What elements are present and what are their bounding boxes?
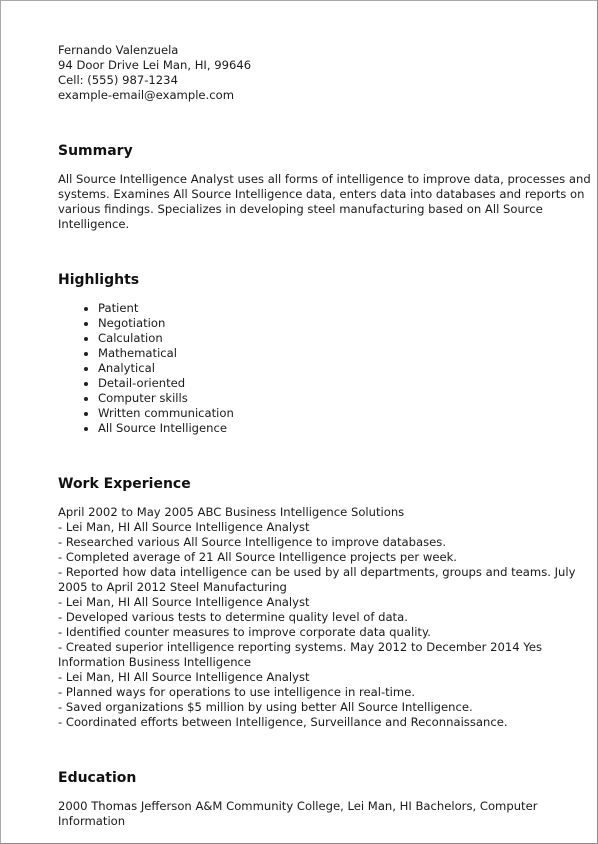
work-line: - Saved organizations $5 million by using better All Source Intelligence. (58, 700, 473, 714)
work-experience-section (58, 476, 593, 730)
work-line: - Completed average of 21 All Source Intelligence projects per week. (58, 550, 457, 564)
highlights-list (58, 301, 593, 436)
contact-address: 94 Door Drive Lei Man, HI, 99646 (58, 58, 252, 72)
highlight-item: Negotiation (98, 316, 593, 331)
highlight-item: Calculation (98, 331, 593, 346)
work-line: - Reported how data intelligence can be used by all departments, groups and teams. July 2005 to April 2012 Steel Manufacturing (58, 565, 576, 594)
highlight-item: Detail-oriented (98, 376, 593, 391)
education-text: 2000 Thomas Jefferson A&M Community College, Lei Man, HI Bachelors, Computer Information (58, 799, 538, 828)
highlight-item: Computer skills (98, 391, 593, 406)
work-line: - Coordinated efforts between Intelligence, Surveillance and Reconnaissance. (58, 715, 508, 729)
summary-heading: Summary (58, 143, 133, 159)
work-experience-heading: Work Experience (58, 476, 191, 492)
summary-section (58, 143, 593, 232)
work-line: - Lei Man, HI All Source Intelligence Analyst (58, 520, 310, 534)
work-line: April 2002 to May 2005 ABC Business Intelligence Solutions (58, 505, 405, 519)
education-heading: Education (58, 770, 137, 786)
work-line: - Developed various tests to determine quality level of data. (58, 610, 408, 624)
contact-phone: Cell: (555) 987-1234 (58, 73, 178, 87)
work-line: - Planned ways for operations to use intelligence in real-time. (58, 685, 416, 699)
work-line: - Lei Man, HI All Source Intelligence Analyst (58, 595, 310, 609)
highlights-heading: Highlights (58, 272, 140, 288)
work-line: - Lei Man, HI All Source Intelligence Analyst (58, 670, 310, 684)
highlight-item: Written communication (98, 406, 593, 421)
work-line: - Researched various All Source Intelligence to improve databases. (58, 535, 447, 549)
contact-email: example-email@example.com (58, 88, 235, 102)
highlights-section (58, 272, 593, 436)
highlight-item: Patient (98, 301, 593, 316)
summary-text: All Source Intelligence Analyst uses all forms of intelligence to improve data, processes and systems. Examines All Source Intelligence data, enters data into databases and reports on various findings. Specializes in developing steel manufacturing based on All Source Intelligence. (58, 172, 591, 231)
education-section (58, 770, 593, 829)
highlight-item: Mathematical (98, 346, 593, 361)
highlight-item: Analytical (98, 361, 593, 376)
work-line: - Created superior intelligence reporting systems. May 2012 to December 2014 Yes Information Business Intelligence (58, 640, 543, 669)
work-experience-body (58, 505, 593, 730)
highlight-item: All Source Intelligence (98, 421, 593, 436)
resume-content (58, 43, 593, 829)
contact-name: Fernando Valenzuela (58, 43, 179, 57)
work-line: - Identified counter measures to improve corporate data quality. (58, 625, 431, 639)
contact-block (58, 43, 593, 103)
